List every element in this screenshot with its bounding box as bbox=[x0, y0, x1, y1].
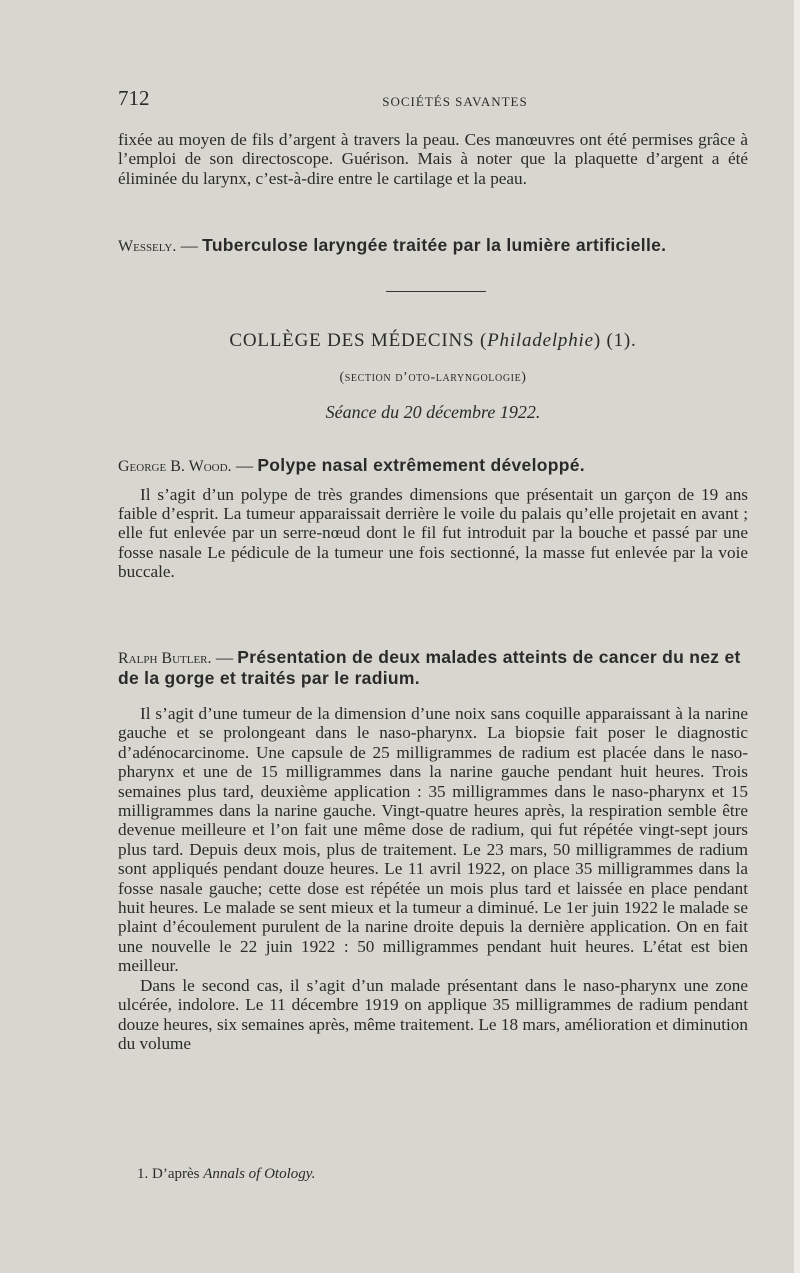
running-title: SOCIÉTÉS SAVANTES bbox=[382, 94, 528, 109]
butler-body-2: Dans le second cas, il s’agit d’un malade présentant dans le naso-pharynx une zone ulcérée, indolore. Le 11 décembre 1919 on applique 35 milligrammes de radium pendant douze heures, six semaines après, même traitement. Le 18 mars, amélioration et diminution du volume bbox=[118, 975, 748, 1053]
wessely-heading bbox=[118, 236, 748, 257]
footnote-marker: 1. bbox=[137, 1166, 149, 1182]
footnote-text: D’après bbox=[152, 1166, 200, 1182]
wood-dash: — bbox=[231, 456, 258, 475]
college-heading: COLLÈGE DES MÉDECINS (Philadelphie) (1). bbox=[229, 330, 637, 351]
section-rule bbox=[386, 291, 486, 292]
seance-date: Séance du 20 décembre 1922. bbox=[325, 402, 541, 422]
college-note-ref: (1). bbox=[606, 330, 637, 351]
wessely-title: Tuberculose laryngée traitée par la lumière artificielle. bbox=[202, 235, 667, 255]
college-section: (section d’oto-laryngologie) bbox=[339, 370, 527, 385]
wood-entry bbox=[118, 456, 748, 582]
wessely-author: Wessely. bbox=[118, 238, 177, 255]
college-name: COLLÈGE DES MÉDECINS bbox=[229, 330, 475, 351]
butler-title: Présentation de deux malades atteints de cancer du nez et de la gorge et traités par le radium. bbox=[118, 647, 741, 688]
page-number: 712 bbox=[118, 86, 150, 110]
page-edge bbox=[794, 0, 800, 1273]
intro-paragraph: fixée au moyen de fils d’argent à travers la peau. Ces manœuvres ont été permises grâce à l’emploi de son directoscope. Guérison. Mais à noter que la plaquette d’argent a été éliminée du larynx, c’est-à-dire entre le cartilage et la peau. bbox=[118, 130, 748, 188]
wessely-dash: — bbox=[176, 236, 203, 255]
butler-entry bbox=[118, 648, 748, 1053]
wessely-entry bbox=[118, 236, 748, 257]
footnote bbox=[137, 1166, 315, 1183]
wood-author: George B. Wood. bbox=[118, 458, 232, 475]
wood-body: Il s’agit d’un polype de très grandes dimensions que présentait un garçon de 19 ans faible d’esprit. La tumeur apparaissait derrière le voile du palais qu’elle projetait en avant ; elle fut enlevée par un serre-nœud dont le fil fut introduit par la bouche et passé par une fosse nasale Le pédicule de la tumeur une fois sectionné, la masse fut enlevée par la voie buccale. bbox=[118, 484, 748, 582]
footnote-source: Annals of Otology. bbox=[203, 1166, 316, 1182]
wood-heading bbox=[118, 456, 748, 477]
wood-title: Polype nasal extrêmement développé. bbox=[257, 455, 585, 475]
butler-heading bbox=[118, 648, 748, 688]
butler-author: Ralph Butler. bbox=[118, 650, 212, 667]
running-head bbox=[118, 86, 752, 116]
butler-body-1: Il s’agit d’une tumeur de la dimension d’une noix sans coquille apparaissant à la narine gauche et se prolongeant dans le naso-pharynx. La biopsie fait poser le diagnostic d’adénocarcinome. Une capsule de 25 milligrammes de radium est placée dans le naso-pharynx et une de 15 milligrammes dans la narine gauche pendant huit heures. Trois semaines plus tard, deuxième application : 35 milligrammes dans le naso-pharynx et 15 milligrammes dans la narine gauche. Vingt-quatre heures après, la respiration semble être devenue meilleure et l’on fait une même dose de radium, qui fut répétée vingt-sept jours plus tard. Depuis deux mois, plus de traitement. Le 23 mars, 50 milligrammes de radium sont appliqués pendant douze heures. Le 11 avril 1922, on place 35 milligrammes dans la fosse nasale gauche; cette dose est répétée un mois plus tard et laissée en place pendant huit heures. Le malade se sent mieux et la tumeur a diminué. Le 1er juin 1922 le malade se plaint d’écoulement purulent de la narine droite depuis la dernière application. On en fait une nouvelle le 22 juin 1922 : 50 milligrammes pendant huit heures. L’état est bien meilleur. bbox=[118, 704, 748, 976]
college-city: Philadelphie bbox=[487, 330, 594, 351]
butler-dash: — bbox=[211, 648, 238, 667]
intro-block bbox=[118, 130, 748, 188]
